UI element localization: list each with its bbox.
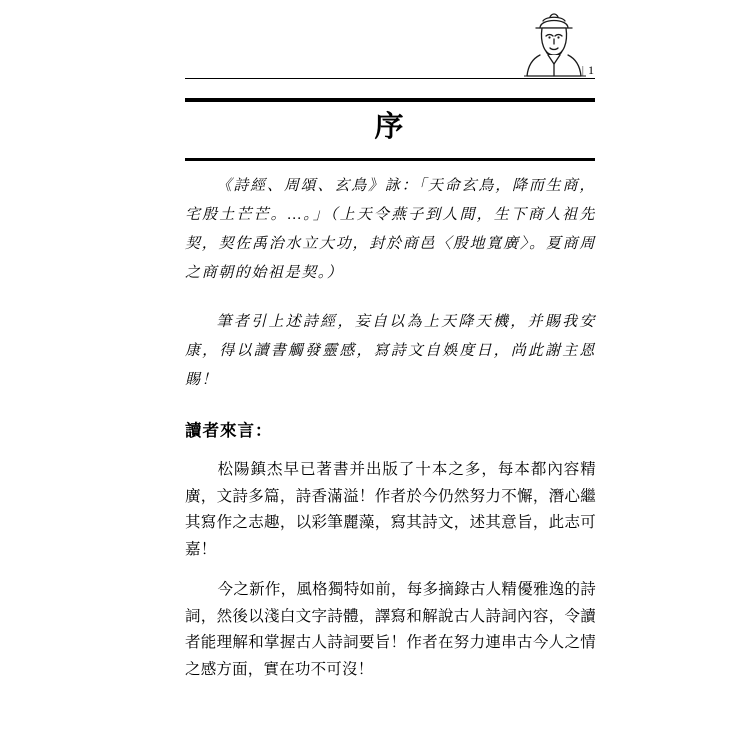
paragraph-gap-2 xyxy=(185,563,596,577)
title-rule-top xyxy=(185,98,595,102)
header-separator: | xyxy=(581,63,585,77)
paragraph-gap xyxy=(185,288,596,308)
section-subheading: 讀者來言： xyxy=(185,422,273,440)
scholar-portrait-icon xyxy=(510,8,598,80)
header-page-number: 1 xyxy=(588,63,595,77)
modern-paragraph-1: 松陽鎮杰早已著書并出版了十本之多，每本都內容精廣，文詩多篇，詩香滿溢！作者於今仍然努力不懈，潛心繼其寫作之志趣，以彩筆麗藻，寫其詩文，述其意旨，此志可嘉！ xyxy=(185,461,596,558)
classical-paragraph-2: 筆者引上述詩經，妄自以為上天降天機，并賜我安康，得以讀書觸發靈感，寫詩文自娛度日，尚此謝主恩賜！ xyxy=(185,314,596,388)
title-rule-bottom xyxy=(185,158,595,161)
modern-paragraph-2: 今之新作，風格獨特如前，每多摘錄古人精優雅逸的詩詞，然後以淺白文字詩體，譯寫和解說古人詩詞內容，令讀者能理解和掌握古人詩詞要旨！作者在努力連串古今人之情之感方面，實在功不可沒！ xyxy=(185,581,596,678)
subheading-gap xyxy=(185,443,596,457)
section-gap xyxy=(185,395,596,417)
classical-paragraph-1: 《詩經、周頌、玄鳥》詠：「天命玄鳥，降而生商，宅殷土芒芒。…。」（上天令燕子到人間，生下商人祖先契，契佐禹治水立大功，封於商邑〈殷地寬廣〉。夏商周之商朝的始祖是契。） xyxy=(185,178,596,281)
page-title: 序 xyxy=(374,111,406,143)
document-body xyxy=(185,172,596,683)
